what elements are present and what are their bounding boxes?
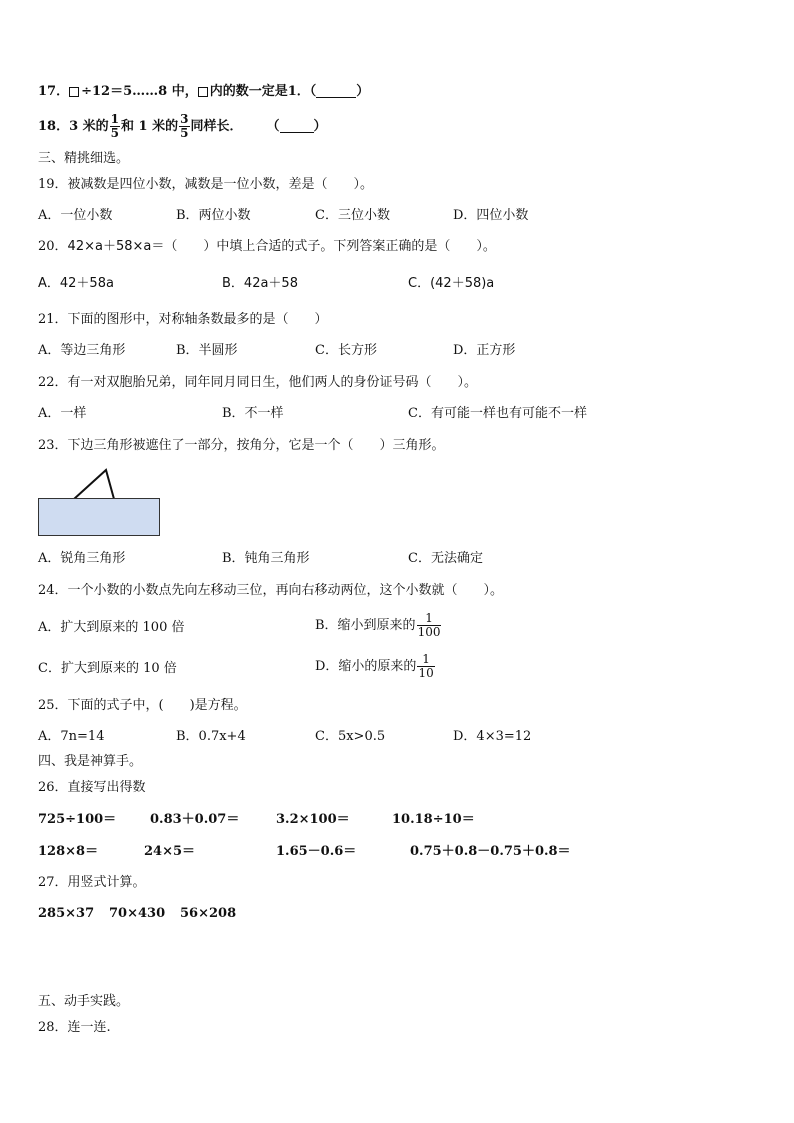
calc-item: 3.2×100＝ (276, 812, 350, 827)
option-a[interactable]: A．7n=14 (38, 729, 105, 744)
question-21-stem: 21．下面的图形中，对称轴条数最多的是（ ） (38, 312, 328, 327)
option-b[interactable] (222, 276, 298, 292)
covering-rectangle (38, 498, 160, 536)
calc-item: 0.75＋0.8－0.75＋0.8＝ (410, 844, 571, 859)
option-a[interactable]: A．一样 (38, 406, 87, 421)
question-number: 18． (38, 119, 70, 134)
option-b[interactable]: B．半圆形 (176, 343, 238, 358)
calc-item: 0.83＋0.07＝ (150, 812, 240, 827)
fraction (110, 113, 120, 140)
option-c[interactable]: C．无法确定 (408, 551, 483, 566)
question-text: 中填上合适的式子。下列答案正确的是（ ）。 (216, 239, 496, 254)
fraction-numerator: 1 (417, 612, 442, 626)
option-d[interactable]: D．四位小数 (453, 208, 529, 223)
option-a[interactable]: A．等边三角形 (38, 343, 126, 358)
fraction (179, 113, 189, 140)
fraction (417, 612, 442, 639)
question-23-stem: 23．下边三角形被遮住了一部分，按角分，它是一个（ ）三角形。 (38, 438, 445, 453)
option-b[interactable]: B．不一样 (222, 406, 284, 421)
question-number: 20． (38, 239, 68, 254)
triangle-tip-icon (38, 468, 160, 502)
answer-blank[interactable] (280, 120, 314, 133)
question-17 (38, 84, 369, 100)
option-c[interactable]: C．5x>0.5 (315, 729, 386, 744)
paren-close: ） (313, 119, 327, 134)
option-c[interactable]: C．长方形 (315, 343, 377, 358)
calc-item: 725÷100＝ (38, 812, 117, 827)
question-number: 17． (38, 84, 70, 99)
option-c[interactable]: C．有可能一样也有可能不一样 (408, 406, 587, 421)
calc-item: 10.18÷10＝ (392, 812, 475, 827)
fraction-numerator: 1 (110, 112, 120, 126)
question-25-stem: 25．下面的式子中，( )是方程。 (38, 698, 247, 713)
section-heading: 四、我是神算手。 (38, 754, 143, 769)
question-text: 3 米的 (69, 119, 109, 134)
option-text: B．42a＋58 (222, 276, 298, 291)
option-text: C．(42＋58)a (408, 276, 495, 291)
option-b[interactable]: B．0.7x+4 (176, 729, 246, 744)
question-text: ÷12＝5……8 中， (81, 84, 198, 99)
fraction-denominator: 100 (417, 625, 441, 639)
question-26-stem: 26．直接写出得数 (38, 780, 146, 795)
option-b[interactable]: B．钝角三角形 (222, 551, 310, 566)
covered-triangle-figure (38, 468, 160, 536)
fraction-numerator: 3 (180, 112, 189, 126)
question-22-stem: 22．有一对双胞胎兄弟，同年同月同日生，他们两人的身份证号码（ ）。 (38, 375, 478, 390)
answer-blank[interactable] (316, 85, 356, 98)
square-placeholder-icon (69, 87, 79, 97)
question-20-stem (38, 239, 496, 255)
option-text: B．缩小到原来的 (315, 618, 416, 633)
question-28-stem: 28．连一连. (38, 1020, 111, 1035)
option-a[interactable]: A．扩大到原来的 100 倍 (38, 620, 185, 635)
option-a[interactable] (38, 276, 114, 292)
option-c[interactable]: C．三位小数 (315, 208, 390, 223)
question-24-stem: 24．一个小数的小数点先向左移动三位，再向右移动两位，这个小数就（ ）。 (38, 583, 504, 598)
fraction-numerator: 1 (417, 653, 434, 667)
calc-item: 24×5＝ (144, 844, 196, 859)
calc-item: 70×430 (109, 906, 166, 921)
option-d[interactable]: D．4×3=12 (453, 729, 532, 744)
calc-item: 285×37 (38, 906, 95, 921)
question-27-stem: 27．用竖式计算。 (38, 875, 146, 890)
paren-close: ） (356, 84, 370, 99)
fraction-denominator: 10 (418, 666, 434, 680)
section-heading: 三、精挑细选。 (38, 151, 130, 166)
fraction-denominator: 5 (110, 126, 120, 140)
option-d[interactable] (315, 647, 436, 687)
option-b[interactable] (315, 606, 442, 646)
square-placeholder-icon (198, 87, 208, 97)
option-c[interactable] (408, 276, 494, 292)
option-text: A．42＋58a (38, 276, 114, 291)
option-a[interactable]: A．一位小数 (38, 208, 113, 223)
calc-item: 1.65－0.6＝ (276, 844, 357, 859)
fraction-denominator: 5 (180, 126, 189, 140)
option-b[interactable]: B．两位小数 (176, 208, 251, 223)
question-18 (38, 112, 327, 142)
section-heading: 五、动手实践。 (38, 994, 130, 1009)
paren-open: （ (266, 119, 280, 134)
option-c[interactable]: C．扩大到原来的 10 倍 (38, 661, 177, 676)
option-d[interactable]: D．正方形 (453, 343, 516, 358)
question-19-stem: 19．被减数是四位小数，减数是一位小数，差是（ ）。 (38, 177, 374, 192)
fraction (417, 653, 434, 680)
calc-item: 56×208 (180, 906, 237, 921)
calc-item: 128×8＝ (38, 844, 99, 859)
question-text: 内的数一定是1．（ (209, 84, 317, 99)
option-a[interactable]: A．锐角三角形 (38, 551, 126, 566)
math-expression: 42×a＋58×a＝（ ） (67, 239, 217, 254)
question-text: 同样长． (190, 119, 243, 134)
option-text: D．缩小的原来的 (315, 659, 417, 674)
question-text: 和 1 米的 (121, 119, 179, 134)
